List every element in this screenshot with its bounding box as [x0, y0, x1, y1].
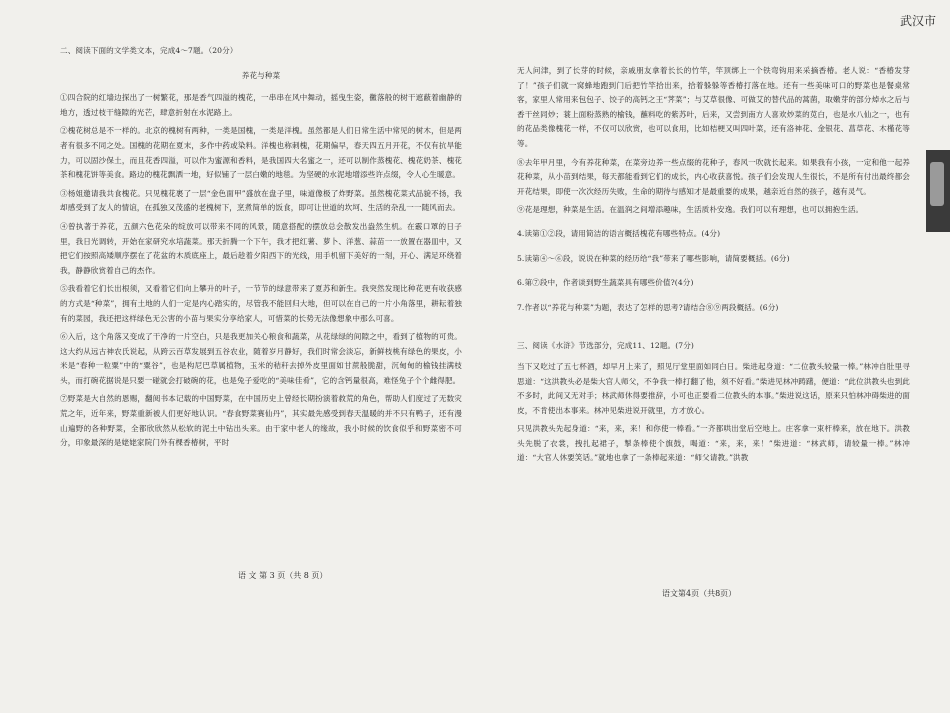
paragraph: ①四合院的红墙边探出了一树繁花，那是香气四溢的槐花，一串串在风中舞动，摇曳生姿，黴落般的树干遮蔽着幽静的地方，透过枝干缝隙的光芒，肆意折射在水泥路上。	[60, 93, 462, 117]
paragraph: ⑧去年甲月里，今有养花种菜，在菜旁边养一些点缀的花种子，春风一吹就长起来。如果我有小孩，一定和他一起养花种菜，从小苗到结果，每天都能看到它们的成长，内心收获喜悦。孩子们会发现人生很长，不是所有付出最终都会开花结果，即使一次次经历失败，生命的期待与感知才是最重要的成果，越亲近自然的孩子，越有灵气。	[517, 157, 910, 196]
question: 4.读第①②段，请用简洁的语言概括槐花有哪些特点。(4分)	[517, 228, 721, 238]
question: 7.作者以“养花与种菜”为题，表达了怎样的思考?请结合⑧⑨两段概括。(6分)	[517, 302, 779, 312]
paragraph: ②槐花树总是不一样的。北京的槐树有两种，一类是国槐，一类是洋槐。虽然都是人们日常生活中常见的树木，但是两者有很多不同之处。国槐的花期在夏末，多作中药或染料。洋槐也称刺槐，花期偏早，春天四五月开花，不仅有抗旱能力，可以固沙保土，而且花香四溢，可以作为蜜源和香料，是我国四大名蜜之一，还可以制作蒸槐花、槐花奶茶、槐花茶和槐花饼等美食。路边的槐花飘洒一地，好似铺了一层白嫩的地毯。为坚硬的水泥地增添些许点缀，令人心生暖意。	[60, 126, 462, 180]
excerpt-paragraph: 当下又吃过了五七杯酒，却早月上来了，照见厅堂里面如同白日。柴进起身道：“二位教头较量一棒。”林冲自肚里寻思道：“这洪教头必是柴大官人师父，不争我一棒打翻了他，须不好看。”柴进见林冲踌躇，便道：“此位洪教头也到此不多时，此间又无对手；林武师休得要推辞，小可也正要看二位教头的本事。”柴进说这话，原来只怕林冲碍柴进的面皮，不肯使出本事来。林冲见柴进说开就里，方才放心。	[517, 361, 910, 415]
right-page	[517, 64, 910, 470]
paragraph: ③杨姐邀请我共食槐花。只见槐花裹了一层“金色面甲”盛放在盘子里，味道像极了炸野菜。虽然槐花菜式品貌不扬，我却感受到了友人的情谊，在孤独又茂盛的老槐树下，烹煮简单的饭食，即可让世道的坎坷、生活的杂乱一一随风而去。	[60, 188, 462, 213]
paragraph: ⑨花是理想，种菜是生活。在温润之间增添趣味，生活质朴安逸。我们可以有理想，也可以拥抱生活。	[517, 205, 864, 215]
question: 5.读第④～⑥段，说说在种菜的经历给“我”带来了哪些影响，请简要概括。(6分)	[517, 253, 790, 263]
paragraph: ⑤我看着它们长出根须，又看着它们向上攀升的叶子，一节节的绿意带来了夏苏和新生。我突然发现比种花更有收获感的方式是“种菜”，拥有土地的人们一定是内心踏实的，尽管我不能回归大地，但可以在自己的一片小角落里，耕耘着独有的菜园，我还把这样绿色无公害的小苗与果实分享给家人，可惜菜的长势无法像想象中那么可喜。	[60, 284, 462, 323]
page-footer-right: 语文第4页（共8页）	[662, 589, 737, 598]
section-heading: 三、阅读《水浒》节选部分，完成11、12题。(7分)	[517, 341, 694, 351]
article-title: 养花与种菜	[241, 70, 281, 80]
paragraph: ⑦野菜是大自然的恩赐，翻阅书本记载的中国野菜，在中国历史上曾经长期扮演着救荒的角色，帮助人们度过了无数灾荒之年，近年来，野菜重新被人们更好地认识。“春食野菜赛仙丹”，其实最先感受到春天温暖的并不只有鸭子，还有漫山遍野的各种野菜，全都欣欣然从松软的泥土中钻出头来。由于家中老人的缘故，我小时候的饮食似乎和野菜密不可分，印象最深的是姥姥家院门外有棵香椿树，平时	[60, 394, 462, 448]
paragraph: ④曾执著于养花，五颜六色花朵的绽放可以带来不同的风景，随意搭配的摆放总会散发出盎然生机。在霰口罩的日子里，我日光调转，开始在家研究水培蔬菜。那天折腾一个下午，我才把红薯、萝卜、洋葱、蒜苗一一放置在器皿中，又把它们按照高矮顺序摆在了花盆的木质底座上，最后趁着夕阳西下的光线，用手机留下美好的一刻，开心、满足环绕着我，静静欣赏着自己的杰作。	[60, 221, 462, 275]
paragraph: 无人问津，到了长芽的时候，亲戚朋友拿着长长的竹竿，竿顶绑上一个铁弯钩用来采摘香椿。老人说：“香椿发芽了！”孩子们就一窝蜂地跑到门后把竹竿拾出来，拾着躲躲等香椿打落在地。还有一些美味可口的野菜也是餐桌常客，家里人常用来包包子、饺子的高钙之王“荠菜”；与艾草很像、可做艾的替代品的蒿菌，取嫩芽的部分焯水之后与香干丝同炒；蓑上面粉蒸熟的榆钱，蘸料吃的紫苏叶，后来，又尝到南方人喜欢炒菜的苋白，也是水八仙之一，也有的花品类像槐花一样，不仅可以欣赏，也可以食用，比如桔梗又叫四叶菜，还有洛神花、金银花、菖草花、木槿花等等。	[517, 66, 910, 148]
left-page	[60, 44, 462, 455]
question: 6.第⑦段中，作者谈到野生蔬菜具有哪些价值?(4分)	[517, 278, 694, 288]
binding-edge-decoration	[926, 150, 950, 232]
section-heading: 二、阅读下面的文学类文本，完成4～7题。（20分）	[60, 46, 238, 55]
paragraph: ⑥入后，这个角落又变成了干净的一片空白，只是我更加关心粮食和蔬菜，从花绿绿的间隙之中，看到了植物的可贵。这大约从远古神农氏说起，从跨云百草发展到五谷农业，随着岁月静好，我们时常会淡忘，新鲜枝桃有绿色的果皮，小米是“春种一粒粟”中的“粟谷”，也是构尼巴草属植物，玉米的秸秆去掉外皮里面如甘蔗般脆甜，沉甸甸的榆钱挂满枝头，而打碗花据说是只要一碰就会打破碗的花，也是兔子爱吃的“美味佳肴”，它的含钙量很高，难怪兔子个个雌得肥。	[60, 332, 462, 385]
excerpt-paragraph: 只见洪教头先起身道：“来，来，来！和你使一棒看。”一齐都哄出堂后空地上。庄客拿一束杆棒来，放在地下。洪教头先脱了衣裳，拽扎起裙子，掣条棒使个旗鼓，喝道：“来，来，来！”柴进道：“林武师，请较量一棒。”林冲道：“大官人休要笑话。”就地也拿了一条棒起来道：“师父请教。”洪教	[517, 424, 910, 463]
city-label: 武汉市	[899, 14, 936, 28]
page-footer-left: 语 文 第 3 页（共 8 页）	[238, 571, 328, 580]
